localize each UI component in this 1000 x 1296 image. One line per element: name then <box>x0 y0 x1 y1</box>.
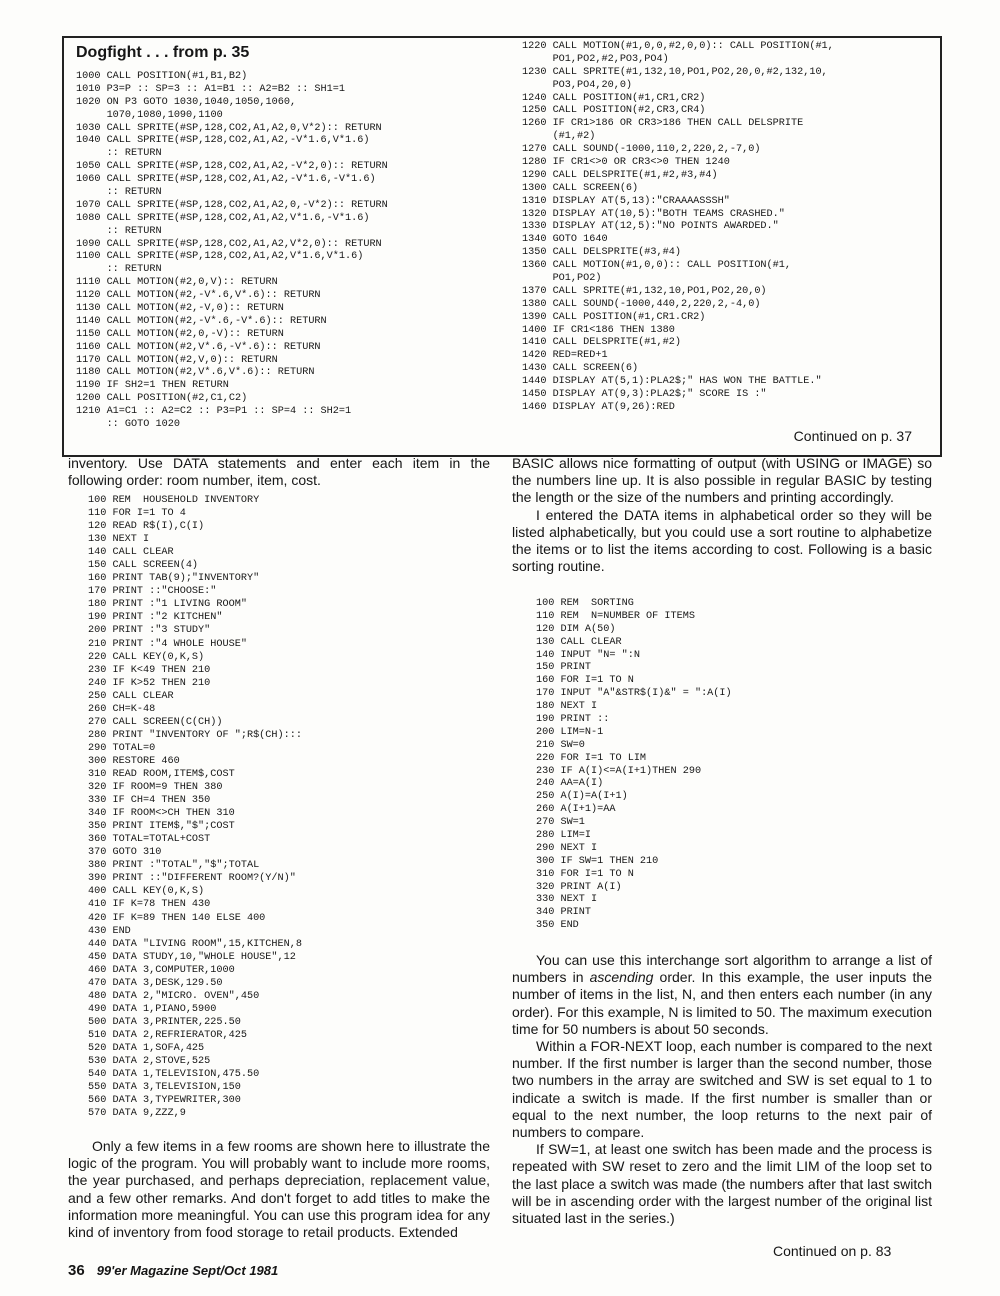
code-line: 1140 CALL MOTION(#2,-V*.6,-V*.6):: RETURN <box>76 315 327 327</box>
code-line: 1060 CALL SPRITE(#SP,128,CO2,A1,A2,-V*1.6,-V*1.6) <box>76 174 376 186</box>
listing-left-column <box>76 71 388 432</box>
code-line: :: GOTO 1020 <box>76 419 180 431</box>
right-intro-text <box>512 455 932 575</box>
code-line: 480 DATA 2,"MICRO. OVEN",450 <box>88 990 260 1002</box>
sort-p1-before: You can use this interchange sort algorithm to arrange a list of numbers in <box>512 952 932 986</box>
code-line: 220 FOR I=1 TO LIM <box>536 752 647 764</box>
code-line: 160 PRINT TAB(9);"INVENTORY" <box>88 573 260 585</box>
code-line: 330 IF CH=4 THEN 350 <box>88 795 211 807</box>
code-line: 110 REM N=NUMBER OF ITEMS <box>536 610 695 622</box>
code-line: 1360 CALL MOTION(#1,0,0):: CALL POSITION(#1, <box>522 260 791 272</box>
code-line: 310 READ ROOM,ITEM$,COST <box>88 768 235 780</box>
code-line: 550 DATA 3,TELEVISION,150 <box>88 1082 241 1094</box>
right-paragraph-2: I entered the DATA items in alphabetical order so they will be listed alphabetically, but you could use a sort routine to alphabetize the items or to list the items according to cost. Following is a basic sorting routine. <box>512 506 932 575</box>
code-line: 470 DATA 3,DESK,129.50 <box>88 977 223 989</box>
code-line: 1460 DISPLAY AT(9,26):RED <box>522 401 675 413</box>
code-line: 1040 CALL SPRITE(#SP,128,CO2,A1,A2,-V*1.6,V*1.6) <box>76 135 370 147</box>
code-line: 140 INPUT "N= ":N <box>536 649 640 661</box>
code-line: 1070,1080,1090,1100 <box>76 109 223 121</box>
code-line: 330 NEXT I <box>536 894 598 906</box>
code-line: 340 IF ROOM<>CH THEN 310 <box>88 808 235 820</box>
code-line: 510 DATA 2,REFRIERATOR,425 <box>88 1029 247 1041</box>
code-line: 1160 CALL MOTION(#2,V*.6,-V*.6):: RETURN <box>76 341 321 353</box>
code-line: 1200 CALL POSITION(#2,C1,C2) <box>76 393 248 405</box>
magazine-issue: 99'er Magazine Sept/Oct 1981 <box>96 1263 279 1278</box>
listing-right-column <box>522 41 834 415</box>
code-line: 210 SW=0 <box>536 739 585 751</box>
code-line: 350 PRINT ITEM$,"$";COST <box>88 821 235 833</box>
code-line: 1190 IF SH2=1 THEN RETURN <box>76 380 229 392</box>
code-line: 220 CALL KEY(0,K,S) <box>88 651 205 663</box>
code-line: 460 DATA 3,COMPUTER,1000 <box>88 964 235 976</box>
code-line: 280 LIM=I <box>536 830 592 842</box>
inventory-program-listing <box>88 494 302 1120</box>
page-footer <box>68 1262 278 1279</box>
code-line: 500 DATA 3,PRINTER,225.50 <box>88 1016 241 1028</box>
code-line: 1100 CALL SPRITE(#SP,128,CO2,A1,A2,V*1.6,V*1.6) <box>76 251 364 263</box>
code-line: 160 FOR I=1 TO N <box>536 675 634 687</box>
code-line: 570 DATA 9,ZZZ,9 <box>88 1108 186 1120</box>
code-line: 1330 DISPLAY AT(12,5):"NO POINTS AWARDED." <box>522 221 779 233</box>
code-line: 1080 CALL SPRITE(#SP,128,CO2,A1,A2,V*1.6,-V*1.6) <box>76 212 370 224</box>
code-line: 1300 CALL SCREEN(6) <box>522 182 639 194</box>
code-line: 1440 DISPLAY AT(5,1):PLA2$;" HAS WON THE BATTLE." <box>522 376 822 388</box>
continued-note-2: Continued on p. 83 <box>773 1243 892 1259</box>
code-line: 320 IF ROOM=9 THEN 380 <box>88 782 223 794</box>
code-line: 490 DATA 1,PIANO,5900 <box>88 1003 217 1015</box>
code-line: 1120 CALL MOTION(#2,-V*.6,V*.6):: RETURN <box>76 290 321 302</box>
code-line: 1340 GOTO 1640 <box>522 234 608 246</box>
code-line: 1260 IF CR1>186 OR CR3>186 THEN CALL DELSPRITE <box>522 118 804 130</box>
code-line: 370 GOTO 310 <box>88 847 162 859</box>
code-line: 180 NEXT I <box>536 701 598 713</box>
code-line: 140 CALL CLEAR <box>88 547 174 559</box>
code-line: 1220 CALL MOTION(#1,0,0,#2,0,0):: CALL POSITION(#1, <box>522 41 834 52</box>
code-line: 280 PRINT "INVENTORY OF ";R$(CH)::: <box>88 729 302 741</box>
code-line: 440 DATA "LIVING ROOM",15,KITCHEN,8 <box>88 938 302 950</box>
code-line: 450 DATA STUDY,10,"WHOLE HOUSE",12 <box>88 951 296 963</box>
code-line: 230 IF A(I)<=A(I+1)THEN 290 <box>536 765 702 777</box>
code-line: 1390 CALL POSITION(#1,CR1.CR2) <box>522 311 706 323</box>
code-line: 270 CALL SCREEN(C(CH)) <box>88 716 223 728</box>
inventory-body-paragraph: Only a few items in a few rooms are shown here to illustrate the logic of the program. You will probably want to include more rooms, the year purchased, and perhaps depreciation, replacement value, and a few other remarks. And don't forget to add titles to make the information more meaningful. You can use this program idea for any kind of inventory from food storage to retail products. Extended <box>68 1138 490 1241</box>
code-line: 1240 CALL POSITION(#1,CR1,CR2) <box>522 92 706 104</box>
code-line: :: RETURN <box>76 187 162 199</box>
code-line: 170 INPUT "A"&STR$(I)&" = ":A(I) <box>536 688 732 700</box>
code-line: 240 AA=A(I) <box>536 778 604 790</box>
code-line: 1320 DISPLAY AT(10,5):"BOTH TEAMS CRASHED." <box>522 208 785 220</box>
code-line: 320 PRINT A(I) <box>536 881 622 893</box>
code-line: 1290 CALL DELSPRITE(#1,#2,#3,#4) <box>522 169 718 181</box>
continued-note: Continued on p. 37 <box>793 428 912 444</box>
code-line: 1310 DISPLAY AT(5,13):"CRAAAASSSH" <box>522 195 730 207</box>
code-line: 1410 CALL DELSPRITE(#1,#2) <box>522 337 681 349</box>
right-paragraph-1: BASIC allows nice formatting of output (with USING or IMAGE) so the numbers line up. It is also possible in regular BASIC by testing the length or the size of the numbers and printing accordingly. <box>512 455 932 506</box>
inventory-intro <box>68 455 490 489</box>
sort-explanation <box>512 952 932 1227</box>
code-line: 1210 A1=C1 :: A2=C2 :: P3=P1 :: SP=4 :: SH2=1 <box>76 406 352 418</box>
code-line: 300 RESTORE 460 <box>88 755 180 767</box>
code-line: 1150 CALL MOTION(#2,0,-V):: RETURN <box>76 328 284 340</box>
code-line: 1020 ON P3 GOTO 1030,1040,1050,1060, <box>76 96 297 108</box>
code-line: 260 CH=K-48 <box>88 703 156 715</box>
inventory-intro-paragraph: inventory. Use DATA statements and enter each item in the following order: room number, item, cost. <box>68 455 490 489</box>
code-line: 100 REM HOUSEHOLD INVENTORY <box>88 495 260 506</box>
code-line: 400 CALL KEY(0,K,S) <box>88 886 205 898</box>
code-line: 560 DATA 3,TYPEWRITER,300 <box>88 1095 241 1107</box>
code-line: 1420 RED=RED+1 <box>522 350 608 362</box>
code-line: 410 IF K=78 THEN 430 <box>88 899 211 911</box>
code-line: 1380 CALL SOUND(-1000,440,2,220,2,-4,0) <box>522 298 761 310</box>
code-line: 1170 CALL MOTION(#2,V,0):: RETURN <box>76 354 278 366</box>
code-line: PO1,PO2,#2,PO3,PO4) <box>522 53 669 65</box>
code-line: PO1,PO2) <box>522 273 602 285</box>
sort-paragraph-1 <box>512 952 932 1038</box>
code-line: 210 PRINT :"4 WHOLE HOUSE" <box>88 638 247 650</box>
sort-p1-after: order. In this example, the user inputs the number of items in the list, N, and then enters each number (in any order). For this example, N is limited to 50. The maximum execution time for 50 numbers is about 50 seconds. <box>512 969 932 1037</box>
code-line: 1010 P3=P :: SP=3 :: A1=B1 :: A2=B2 :: SH1=1 <box>76 83 345 95</box>
code-line: 270 SW=1 <box>536 817 585 829</box>
code-line: 350 END <box>536 920 579 932</box>
code-line: 360 TOTAL=TOTAL+COST <box>88 834 211 846</box>
code-line: 1180 CALL MOTION(#2,V*.6,V*.6):: RETURN <box>76 367 315 379</box>
code-line: 1270 CALL SOUND(-1000,110,2,220,2,-7,0) <box>522 144 761 156</box>
code-line: 1090 CALL SPRITE(#SP,128,CO2,A1,A2,V*2,0):: RETURN <box>76 238 382 250</box>
code-line: 150 CALL SCREEN(4) <box>88 560 199 572</box>
code-line: 1250 CALL POSITION(#2,CR3,CR4) <box>522 105 706 117</box>
code-line: 150 PRINT <box>536 662 592 674</box>
code-line: 1000 CALL POSITION(#1,B1,B2) <box>76 71 248 82</box>
code-line: 1130 CALL MOTION(#2,-V,0):: RETURN <box>76 303 284 315</box>
code-line: 1280 IF CR1<>0 OR CR3<>0 THEN 1240 <box>522 157 730 169</box>
code-line: 290 TOTAL=0 <box>88 742 156 754</box>
sort-paragraph-3: If SW=1, at least one switch has been made and the process is repeated with SW reset to zero and the limit LIM of the loop set to the last place a switch was made (the numbers after that last switch will be in ascending order with the largest number of the original list situated last in the series.) <box>512 1141 932 1227</box>
code-line: 300 IF SW=1 THEN 210 <box>536 855 659 867</box>
code-line: 1070 CALL SPRITE(#SP,128,CO2,A1,A2,0,-V*2):: RETURN <box>76 199 388 211</box>
code-line: 260 A(I+1)=AA <box>536 804 616 816</box>
code-line: 390 PRINT ::"DIFFERENT ROOM?(Y/N)" <box>88 873 296 885</box>
code-line: 530 DATA 2,STOVE,525 <box>88 1056 211 1068</box>
code-line: 130 CALL CLEAR <box>536 636 622 648</box>
code-line: 1430 CALL SCREEN(6) <box>522 363 639 375</box>
code-line: 1030 CALL SPRITE(#SP,128,CO2,A1,A2,0,V*2):: RETURN <box>76 122 382 134</box>
code-line: :: RETURN <box>76 225 162 237</box>
code-line: 100 REM SORTING <box>536 598 634 609</box>
code-line: 190 PRINT :: <box>536 714 610 726</box>
code-line: 380 PRINT :"TOTAL","$";TOTAL <box>88 860 260 872</box>
code-line: 310 FOR I=1 TO N <box>536 868 634 880</box>
code-line: 190 PRINT :"2 KITCHEN" <box>88 612 223 624</box>
code-line: 420 IF K=89 THEN 140 ELSE 400 <box>88 912 266 924</box>
code-line: PO3,PO4,20,0) <box>522 79 633 91</box>
code-line: :: RETURN <box>76 148 162 160</box>
code-line: 1370 CALL SPRITE(#1,132,10,PO1,PO2,20,0) <box>522 285 767 297</box>
code-line: 540 DATA 1,TELEVISION,475.50 <box>88 1069 260 1081</box>
sorting-program-listing <box>536 598 732 933</box>
code-line: 520 DATA 1,SOFA,425 <box>88 1042 205 1054</box>
code-line: 1450 DISPLAY AT(9,3):PLA2$;" SCORE IS :" <box>522 389 767 401</box>
page-number: 36 <box>68 1262 85 1279</box>
sort-p1-emphasis: ascending <box>589 969 654 986</box>
code-line: 200 LIM=N-1 <box>536 726 604 738</box>
code-line: 250 A(I)=A(I+1) <box>536 791 628 803</box>
code-line: 130 NEXT I <box>88 534 150 546</box>
code-line: 290 NEXT I <box>536 842 598 854</box>
code-line: 180 PRINT :"1 LIVING ROOM" <box>88 599 247 611</box>
code-line: 230 IF K<49 THEN 210 <box>88 664 211 676</box>
listing-title: Dogfight . . . from p. 35 <box>76 44 250 61</box>
code-line: 120 READ R$(I),C(I) <box>88 521 205 533</box>
code-line: (#1,#2) <box>522 131 596 143</box>
code-line: 250 CALL CLEAR <box>88 690 174 702</box>
inventory-body <box>68 1138 490 1241</box>
code-line: 200 PRINT :"3 STUDY" <box>88 625 211 637</box>
sort-paragraph-2: Within a FOR-NEXT loop, each number is compared to the next number. If the first number is larger than the second number, those two numbers in the array are switched and SW is set equal to 1 to indicate a switch is made. If the first number is smaller than or equal to the next number, the loop returns to the next pair of numbers to compare. <box>512 1038 932 1141</box>
code-line: 120 DIM A(50) <box>536 623 616 635</box>
code-line: 1110 CALL MOTION(#2,0,V):: RETURN <box>76 277 278 289</box>
dogfight-listing-box <box>62 36 942 457</box>
code-line: 240 IF K>52 THEN 210 <box>88 677 211 689</box>
code-line: 1400 IF CR1<186 THEN 1380 <box>522 324 675 336</box>
code-line: 1230 CALL SPRITE(#1,132,10,PO1,PO2,20,0,#2,132,10, <box>522 66 828 78</box>
code-line: 430 END <box>88 925 131 937</box>
code-line: 340 PRINT <box>536 907 592 919</box>
code-line: 170 PRINT ::"CHOOSE:" <box>88 586 217 598</box>
code-line: 110 FOR I=1 TO 4 <box>88 508 186 520</box>
code-line: 1050 CALL SPRITE(#SP,128,CO2,A1,A2,-V*2,0):: RETURN <box>76 161 388 173</box>
code-line: 1350 CALL DELSPRITE(#3,#4) <box>522 247 681 259</box>
code-line: :: RETURN <box>76 264 162 276</box>
